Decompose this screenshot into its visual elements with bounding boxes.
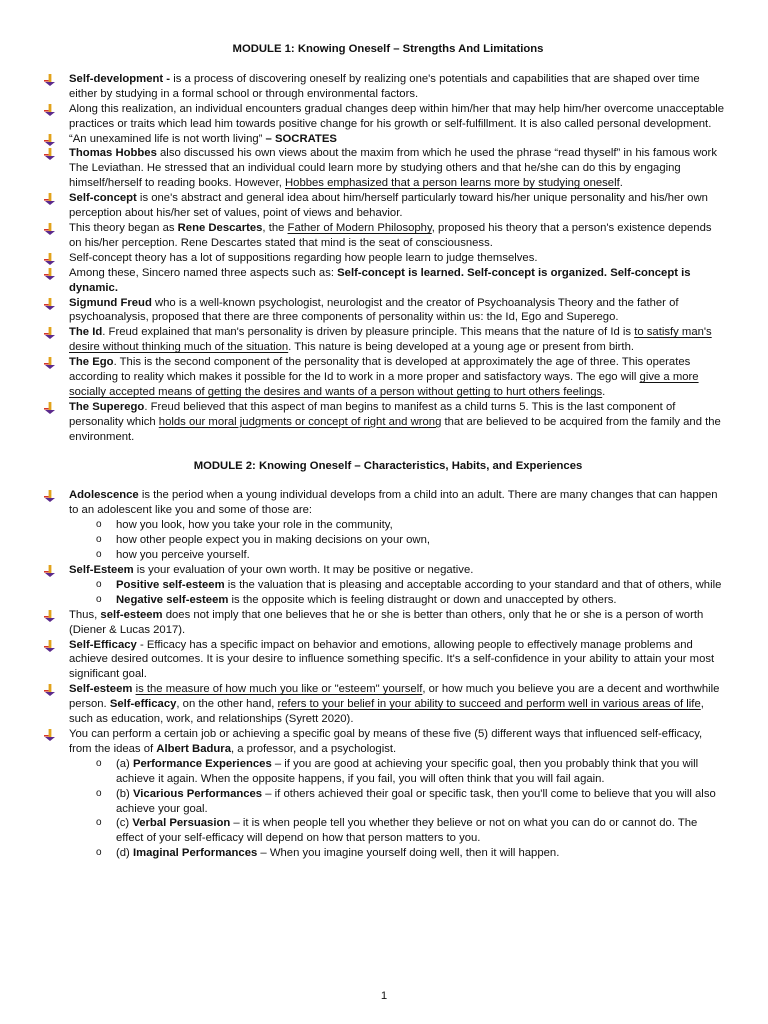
arrow-bullet-icon (44, 729, 56, 741)
circle-bullet-icon: o (96, 519, 102, 531)
text-run: . This nature is being developed at a young age or present from birth. (288, 341, 634, 354)
text-run: Along this realization, an individual encounters gradual changes deep within him/her that may help him/her overcome unacceptable practices or traits which lead him towards positive change for his growth or self-fulfillment. It is also called personal development. (69, 102, 724, 130)
bullet-text (69, 133, 337, 145)
text-run: “An unexamined life is not worth living” (69, 132, 266, 145)
bullet-text (69, 326, 712, 353)
circle-bullet-icon: o (96, 817, 102, 829)
text-run: , on the other hand, (176, 698, 278, 711)
bold-text: Adolescence (69, 489, 139, 502)
bullet-item (50, 102, 726, 132)
arrow-bullet-icon (44, 327, 56, 339)
page-number: 1 (380, 990, 388, 1002)
text-run: , or how much you believe you are a decent and worthwhile person. (69, 683, 720, 711)
text-run: Self-concept theory has a lot of suppositions regarding how people learn to judge themselves. (69, 251, 538, 264)
text-run: You can perform a certain job or achieving a specific goal by means of these five (5) different ways that influenced self-efficacy, from the ideas of (69, 727, 703, 755)
circle-bullet-icon: o (96, 578, 102, 590)
circle-bullet-icon: o (96, 549, 102, 561)
bold-text: Verbal Persuasion (132, 817, 231, 830)
arrow-bullet-icon (44, 357, 56, 369)
text-run: , proposed his theory that a person's existence depends on his/her perception. Rene Descartes stated that mind is the seat of consciousness. (69, 221, 712, 249)
text-run: is a process of discovering oneself by realizing one's potentials and capabilities that are shaped over time either by studying in a formal school or through environmental factors. (69, 72, 700, 100)
bullet-item (50, 72, 726, 102)
sub-list-item (97, 578, 726, 593)
sub-item-text (116, 788, 716, 815)
bold-text: Self-Esteem (69, 564, 134, 576)
bullet-item (50, 682, 726, 727)
arrow-bullet-icon (44, 253, 56, 265)
bullet-item (50, 325, 726, 355)
bold-text: The Ego (69, 356, 114, 369)
bullet-text (69, 297, 678, 324)
bullet-item (50, 400, 726, 445)
sub-item-text (116, 549, 250, 561)
arrow-bullet-icon (44, 640, 56, 652)
text-run: (a) (116, 757, 133, 770)
bold-text: Vicarious Performances (132, 787, 263, 800)
page-content (50, 40, 726, 861)
arrow-bullet-icon (44, 298, 56, 310)
bullet-text (69, 252, 537, 264)
text-run: This theory began as (69, 221, 178, 234)
bullet-item (50, 221, 726, 251)
bullet-text (69, 728, 702, 755)
circle-bullet-icon: o (96, 757, 102, 769)
bold-text: Albert Badura (156, 742, 231, 755)
text-run: (c) (116, 817, 133, 830)
module1-title: MODULE 1: Knowing Oneself – Strengths And Limitations (232, 43, 544, 55)
sub-list-item (97, 757, 726, 787)
circle-bullet-icon: o (96, 847, 102, 859)
sub-list-item (97, 787, 726, 817)
bold-text: Performance Experiences (132, 757, 272, 770)
text-run: who is a well-known psychologist, neurologist and the creator of Psychoanalysis Theory and the father of psychoanalysis, proposed that there are three components of personality within us: the Id, Ego and Superego. (69, 296, 679, 324)
text-run: . Freud explained that man's personality is driven by pleasure principle. This means that the nature of Id is (102, 326, 635, 339)
text-run: , the (262, 221, 288, 234)
text-run: – it is when people tell you whether they believe or not on what you can do or cannot do. The effect of your self-efficacy will depend on how that person matters to you. (116, 817, 698, 845)
arrow-bullet-icon (44, 104, 56, 116)
bold-text: Self-esteem (69, 683, 133, 696)
arrow-bullet-icon (44, 223, 56, 235)
sub-item-text (116, 594, 617, 606)
bullet-text (69, 564, 473, 576)
underlined-text: holds our moral judgments or concept of right and wrong (158, 415, 442, 428)
text-run: . Freud believed that this aspect of man begins to manifest as a child turns 5. This is the last component of personality which (69, 400, 676, 428)
bold-text: Imaginal Performances (132, 847, 258, 860)
text-run: is your evaluation of your own worth. It may be positive or negative. (133, 564, 474, 576)
sub-list-item (97, 518, 726, 533)
bullet-text (69, 401, 721, 443)
text-run: – When you imagine yourself doing well, then it will happen. (257, 847, 560, 860)
text-run: – if you are good at achieving your specific goal, then you probably think that you will achieve it again. When the opposite happens, if you fail, you will often think that you will fail again. (116, 757, 699, 785)
bullet-item (50, 608, 726, 638)
text-run: (d) (116, 847, 133, 860)
sub-list-item (97, 533, 726, 548)
bullet-item (50, 191, 726, 221)
arrow-bullet-icon (44, 490, 56, 502)
bullet-item (50, 296, 726, 326)
bullet-text (69, 222, 712, 249)
circle-bullet-icon: o (96, 534, 102, 546)
text-run: does not imply that one believes that he or she is better than others, only that he or she is a person of worth (Diener & Lucas 2017). (69, 608, 704, 636)
sub-item-text (116, 758, 698, 785)
bullet-text (69, 356, 699, 398)
text-run: - Efficacy has a specific impact on behavior and emotions, allowing people to effectively manage problems and achieve desired outcomes. It is your desire to influence something specific. It's a self-confidence in your ability to attain your most significant goal. (69, 638, 715, 681)
text-run: , such as education, work, and relationships (Syrett 2020). (69, 698, 704, 726)
text-run: is the valuation that is pleasing and acceptable according to your standard and that of others, while (224, 578, 722, 591)
bold-text: Self-efficacy (109, 698, 177, 711)
bullet-text (69, 683, 719, 725)
text-run: , a professor, and a psychologist. (230, 742, 397, 755)
bullet-text (69, 147, 717, 189)
text-run: Among these, Sincero named three aspects such as: (69, 266, 338, 279)
text-run: also discussed his own views about the maxim from which he used the phrase “read thyself” in his famous work The Leviathan. He stressed that an individual could learn more by studying others and that he/she can do this by engaging himself/herself to reading books. However, (69, 147, 717, 190)
bullet-item (50, 563, 726, 578)
text-run: Thus, (69, 608, 101, 621)
bold-text: Self-Efficacy (69, 638, 137, 651)
arrow-bullet-icon (44, 134, 56, 146)
arrow-bullet-icon (44, 268, 56, 280)
bold-text: – SOCRATES (265, 132, 337, 145)
bullet-text (69, 609, 703, 636)
bullet-item (50, 251, 726, 266)
module1-list (50, 72, 726, 445)
text-run: . This is the second component of the personality that is developed at approximately the age of three. This operates according to reality which makes it possible for the Id to work in a more proper and satisfactory ways. The ego will (69, 356, 691, 384)
bullet-item (50, 638, 726, 683)
bullet-item (50, 488, 726, 518)
sub-list (50, 578, 726, 608)
bullet-item (50, 355, 726, 400)
sub-item-text (116, 519, 393, 531)
text-run: how you look, how you take your role in the community, (116, 519, 393, 532)
text-run: . (619, 177, 623, 190)
text-run: is the period when a young individual develops from a child into an adult. There are many changes that can happen to an adolescent like you and some of those are: (69, 489, 718, 517)
arrow-bullet-icon (44, 684, 56, 696)
sub-list-item (97, 593, 726, 608)
sub-list (50, 757, 726, 861)
underlined-text: Hobbes emphasized that a person learns more by studying oneself (285, 177, 620, 190)
module2-list (50, 488, 726, 861)
bullet-item (50, 132, 726, 147)
text-run: . (602, 385, 606, 398)
text-run: how other people expect you in making decisions on your own, (116, 534, 430, 547)
sub-list-item (97, 548, 726, 563)
bold-text: Sigmund Freud (69, 296, 152, 309)
bold-text: Self-concept (69, 192, 137, 205)
bold-text: Rene Descartes (177, 221, 263, 234)
circle-bullet-icon: o (96, 593, 102, 605)
bullet-text (69, 489, 718, 516)
sub-item-text (116, 534, 430, 546)
bold-text: The Superego (69, 400, 145, 413)
sub-list (50, 518, 726, 563)
sub-list-item (97, 846, 726, 861)
bullet-text (69, 73, 700, 100)
text-run: how you perceive yourself. (116, 549, 250, 562)
bold-text: self-esteem (100, 608, 163, 621)
sub-item-text (116, 817, 697, 844)
arrow-bullet-icon (44, 565, 56, 577)
arrow-bullet-icon (44, 148, 56, 160)
text-run: (b) (116, 787, 133, 800)
bullet-text (69, 639, 714, 681)
circle-bullet-icon: o (96, 787, 102, 799)
arrow-bullet-icon (44, 610, 56, 622)
bold-text: Self-concept is learned. Self-concept is organized. Self-concept is dynamic. (69, 266, 691, 294)
bold-text: The Id (69, 326, 103, 339)
bold-text: Negative self-esteem (116, 593, 229, 606)
text-run: is the opposite which is feeling distraught or down and unaccepted by others. (228, 593, 617, 606)
underlined-text: is the measure of how much you like or "esteem" yourself (135, 683, 423, 696)
sub-item-text (116, 579, 721, 591)
bold-text: Positive self-esteem (116, 578, 225, 591)
underlined-text: refers to your belief in your ability to succeed and perform well in various areas of life (277, 698, 701, 711)
underlined-text: Father of Modern Philosophy (287, 221, 432, 234)
arrow-bullet-icon (44, 402, 56, 414)
bold-text: Thomas Hobbes (69, 147, 157, 160)
sub-item-text (116, 847, 559, 859)
text-run: – if others achieved their goal or specific task, then you'll come to believe that you will also achieve your goal. (116, 787, 716, 815)
text-run: that are believed to be acquired from the family and the environment. (69, 415, 721, 443)
module2-title: MODULE 2: Knowing Oneself – Characteristics, Habits, and Experiences (193, 459, 583, 472)
bullet-text (69, 103, 724, 130)
bullet-item (50, 146, 726, 191)
arrow-bullet-icon (44, 74, 56, 86)
bullet-item (50, 727, 726, 757)
sub-list-item (97, 816, 726, 846)
underlined-text: give a more socially accepted means of getting the desires and wants of a person without getting to hurt others feelings (69, 371, 699, 398)
underlined-text: to satisfy man's desire without thinking much of the situation (69, 326, 712, 354)
bold-text: Self-development - (69, 72, 174, 85)
arrow-bullet-icon (44, 193, 56, 205)
bullet-text (69, 192, 708, 219)
bullet-text (69, 267, 691, 294)
text-run: is one's abstract and general idea about him/herself particularly toward his/her unique personality and his/her own perception about his/her set of values, point of views and behavior. (69, 192, 708, 220)
bullet-item (50, 266, 726, 296)
